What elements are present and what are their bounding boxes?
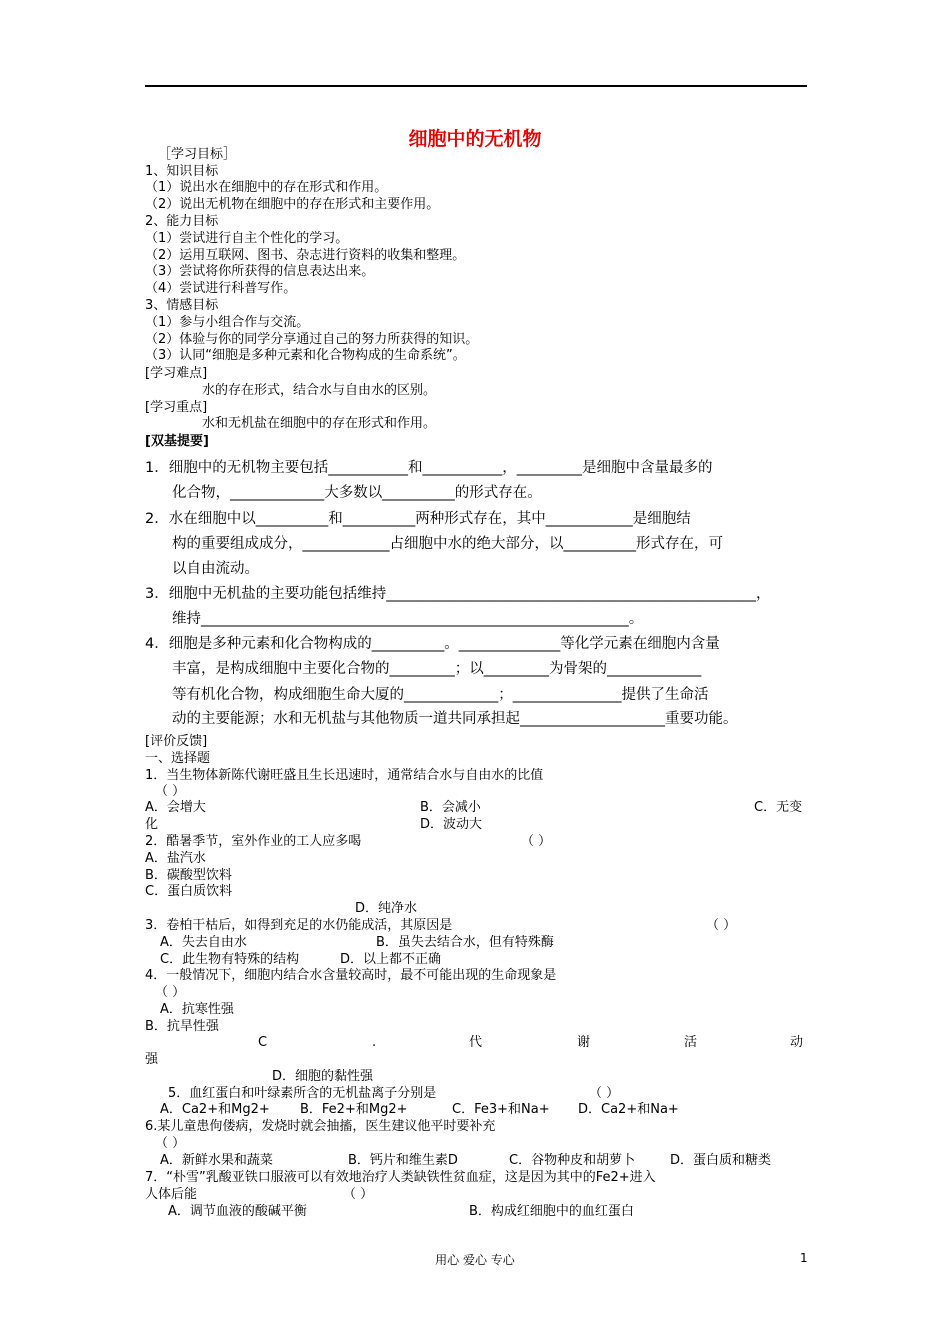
text-line: 谢 xyxy=(577,1035,591,1050)
text-line: D．以上都不正确 xyxy=(340,952,442,967)
text-line: C xyxy=(258,1035,268,1050)
text-line: A．Ca2+和Mg2+ xyxy=(160,1102,270,1117)
text-line: 动的主要能源；水和无机盐与其他物质一道共同承担起____________________重要功能。 xyxy=(172,711,738,727)
text-line: （ ） xyxy=(589,1086,620,1101)
text-line: （ ） xyxy=(155,784,186,799)
text-line: D．细胞的黏性强 xyxy=(272,1069,374,1084)
text-line: （2）体验与你的同学分享通过自己的努力所获得的知识。 xyxy=(145,332,479,347)
text-line: （1）参与小组合作与交流。 xyxy=(145,315,310,330)
text-line: （3）尝试将你所获得的信息表达出来。 xyxy=(145,264,375,279)
text-line: B．碳酸型饮料 xyxy=(145,868,232,883)
text-line: （2）运用互联网、图书、杂志进行资料的收集和整理。 xyxy=(145,248,466,263)
text-line: 4．一般情况下，细胞内结合水含量较高时，最不可能出现的生命现象是 xyxy=(145,968,557,983)
text-line: A．抗寒性强 xyxy=(160,1002,234,1017)
text-line: D．Ca2+和Na+ xyxy=(578,1102,679,1117)
text-line: 构的重要组成成分，____________占细胞中水的绝大部分，以__________形式存在，可 xyxy=(172,536,723,552)
text-line: ［学习目标］ xyxy=(158,147,237,162)
text-line: [学习重点] xyxy=(145,400,208,415)
text-line: 3．细胞中无机盐的主要功能包括维持___________________________________________________， xyxy=(145,586,771,602)
text-line: 3．卷柏干枯后，如得到充足的水仍能成活，其原因是 xyxy=(145,918,453,933)
text-line: C．谷物种皮和胡萝卜 xyxy=(509,1153,636,1168)
text-line: （2）说出无机物在细胞中的存在形式和主要作用。 xyxy=(145,197,440,212)
text-line: B．抗旱性强 xyxy=(145,1019,219,1034)
text-line: B．构成红细胞中的血红蛋白 xyxy=(469,1204,634,1219)
text-line: A．失去自由水 xyxy=(160,935,247,950)
text-line: C．无变 xyxy=(754,800,803,815)
text-line: 人体后能 xyxy=(145,1187,198,1202)
text-line: 2．水在细胞中以__________和__________两种形式存在，其中____________是细胞结 xyxy=(145,511,691,527)
text-line: （ ） xyxy=(706,918,737,933)
text-line: 化 xyxy=(145,817,159,832)
text-line: 4．细胞是多种元素和化合物构成的__________。______________等化学元素在细胞内含量 xyxy=(145,636,720,652)
text-line: 化合物，_____________大多数以__________的形式存在。 xyxy=(172,485,542,501)
text-line: 强 xyxy=(145,1052,159,1067)
text-line: （1）说出水在细胞中的存在形式和作用。 xyxy=(145,180,388,195)
text-line: 代 xyxy=(469,1035,483,1050)
text-line: 7．“朴雪”乳酸亚铁口服液可以有效地治疗人类缺铁性贫血症，这是因为其中的Fe2+进入 xyxy=(145,1170,656,1185)
text-line: B．会减小 xyxy=(420,800,481,815)
text-line: 以自由流动。 xyxy=(172,561,259,577)
text-line: （ ） xyxy=(343,1187,374,1202)
text-line: 6.某儿童患佝偻病，发烧时就会抽搐，医生建议他平时要补充 xyxy=(145,1119,496,1134)
text-line: [双基提要] xyxy=(145,434,209,449)
text-line: （ ） xyxy=(155,985,186,1000)
page-title: 细胞中的无机物 xyxy=(408,128,542,150)
text-line: D．波动大 xyxy=(420,817,483,832)
page-footer: 用心 爱心 专心 xyxy=(435,1253,515,1267)
text-line: 2．酷暑季节，室外作业的工人应多喝 xyxy=(145,834,362,849)
text-line: 水的存在形式，结合水与自由水的区别。 xyxy=(202,383,437,398)
text-line: 3、情感目标 xyxy=(145,298,219,313)
text-line: A．调节血液的酸碱平衡 xyxy=(168,1204,307,1219)
text-line: . xyxy=(372,1035,377,1050)
text-line: 2、能力目标 xyxy=(145,214,219,229)
text-line: （4）尝试进行科普写作。 xyxy=(145,281,297,296)
text-line: 丰富，是构成细胞中主要化合物的_________；以_________为骨架的_____________ xyxy=(172,661,702,677)
text-line: [学习难点] xyxy=(145,366,208,381)
text-line: 1．当生物体新陈代谢旺盛且生长迅速时，通常结合水与自由水的比值 xyxy=(145,768,544,783)
text-line: 1．细胞中的无机物主要包括___________和___________，_________是细胞中含量最多的 xyxy=(145,460,713,476)
text-line: C．Fe3+和Na+ xyxy=(452,1102,550,1117)
text-line: 1、知识目标 xyxy=(145,164,219,179)
text-line: A．盐汽水 xyxy=(145,851,206,866)
text-line: 水和无机盐在细胞中的存在形式和作用。 xyxy=(202,416,437,431)
text-line: 维持___________________________________________________________。 xyxy=(172,611,644,627)
text-line: B．Fe2+和Mg2+ xyxy=(300,1102,408,1117)
text-line: [评价反馈] xyxy=(145,734,208,749)
text-line: 一、选择题 xyxy=(145,751,211,766)
page-number: 1 xyxy=(800,1251,808,1265)
text-line: B．虽失去结合水，但有特殊酶 xyxy=(376,935,554,950)
text-line: （1）尝试进行自主个性化的学习。 xyxy=(145,231,349,246)
text-line: B．钙片和维生素D xyxy=(348,1153,458,1168)
text-line: 活 xyxy=(684,1035,698,1050)
text-line: 动 xyxy=(790,1035,804,1050)
text-line: A．会增大 xyxy=(145,800,206,815)
text-line: （ ） xyxy=(521,834,552,849)
text-line: （ ） xyxy=(155,1136,186,1151)
text-line: C．此生物有特殊的结构 xyxy=(160,952,300,967)
text-line: （3）认同“细胞是多种元素和化合物构成的生命系统”。 xyxy=(145,348,466,363)
header-rule xyxy=(145,85,807,87)
text-line: 5．血红蛋白和叶绿素所含的无机盐离子分别是 xyxy=(168,1086,437,1101)
text-line: C．蛋白质饮料 xyxy=(145,884,233,899)
text-line: D．蛋白质和糖类 xyxy=(670,1153,772,1168)
text-line: D．纯净水 xyxy=(355,901,418,916)
text-line: 等有机化合物，构成细胞生命大厦的_____________；_______________提供了生命活 xyxy=(172,687,709,703)
text-line: A．新鲜水果和蔬菜 xyxy=(160,1153,273,1168)
